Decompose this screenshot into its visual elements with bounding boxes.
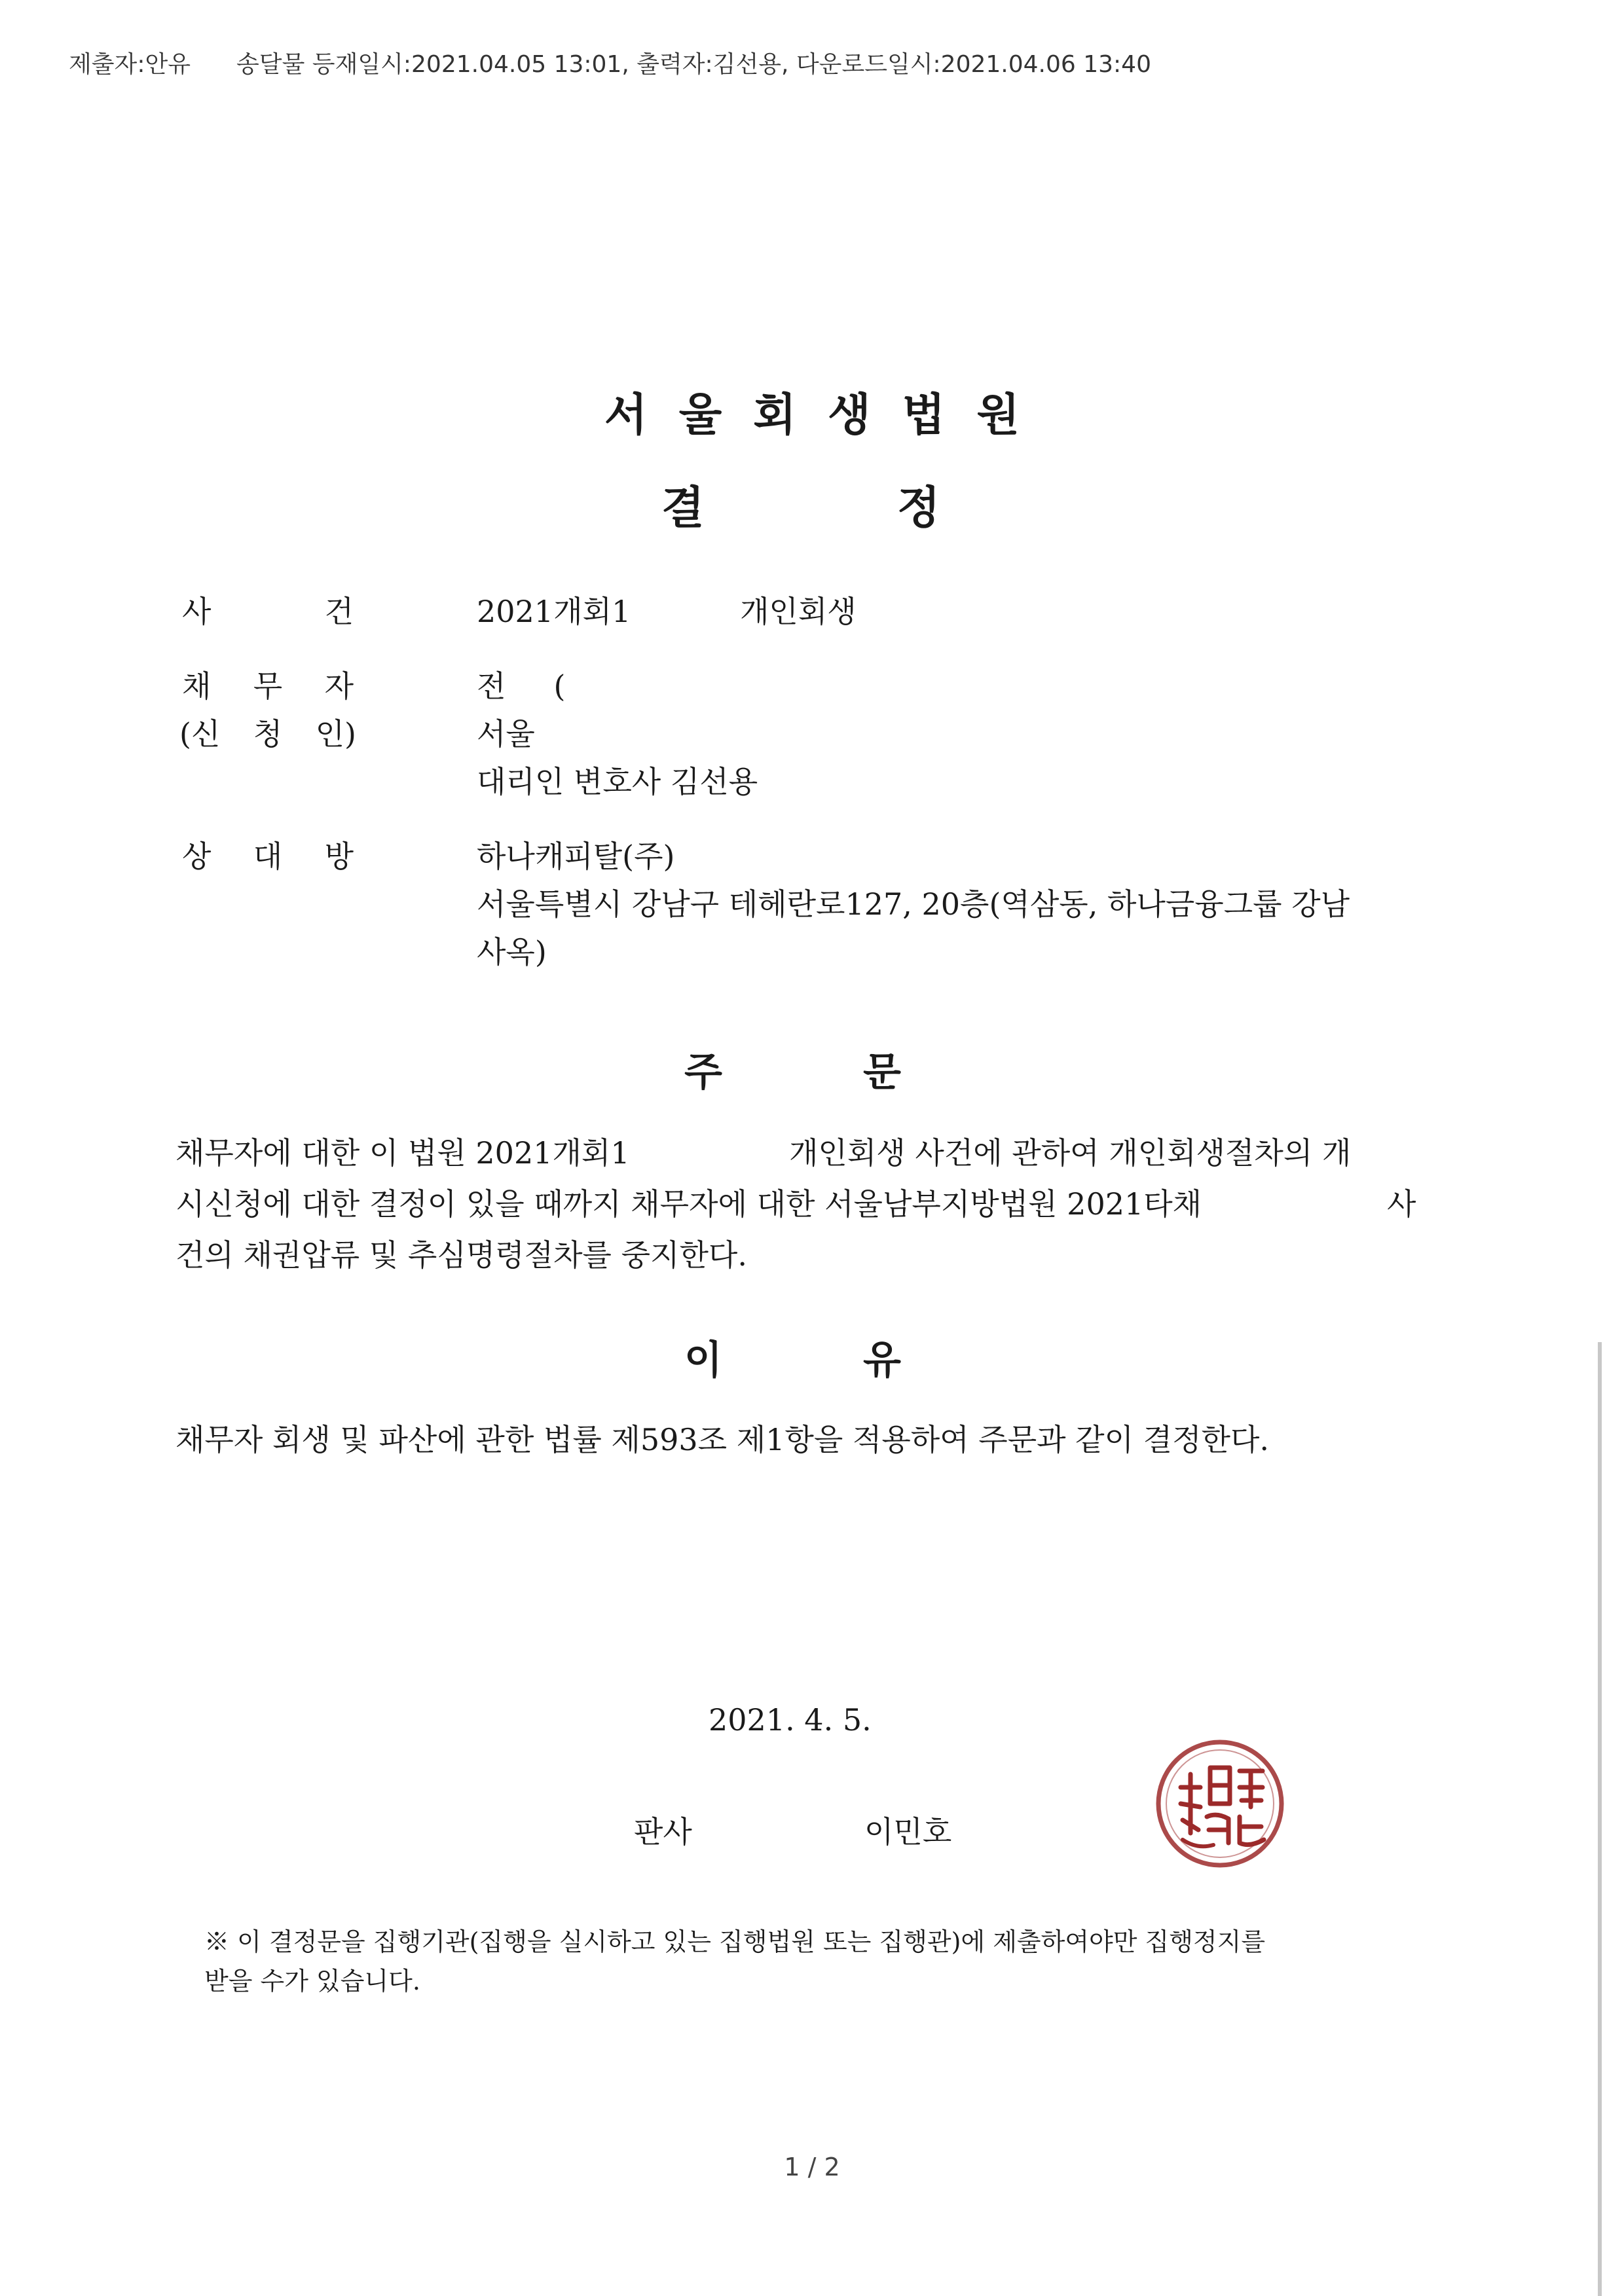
debtor-label-char: 채 [182, 668, 212, 704]
counterparty-label-char: 상 [182, 839, 212, 874]
order-line-3: 건의 채권압류 및 추심명령절차를 중지한다. [175, 1237, 747, 1273]
counterparty-label-char: 대 [253, 839, 283, 874]
doc-type-char-2: 정 [897, 482, 940, 534]
order-heading-char-2: 문 [863, 1049, 901, 1095]
order-line-2a: 시신청에 대한 결정이 있을 때까지 채무자에 대한 서울남부지방법원 2021타채 [175, 1186, 1202, 1222]
counterparty-address-line1: 서울특별시 강남구 테헤란로127, 20층(역삼동, 하나금융그룹 강남 [477, 886, 1350, 922]
order-line-1a: 채무자에 대한 이 법원 2021개회1 [175, 1135, 630, 1171]
applicant-label-char: 청 [253, 716, 283, 752]
case-number: 2021개회1 [477, 594, 631, 629]
case-type: 개인회생 [740, 594, 857, 629]
reason-heading-char-2: 유 [863, 1338, 901, 1383]
submission-header [69, 46, 1151, 79]
debtor-label-char: 자 [324, 668, 354, 704]
case-label-char: 사 [182, 594, 212, 629]
debtor-address: 서울 [477, 716, 535, 752]
counterparty-label [182, 833, 354, 876]
judge-title: 판사 [634, 1814, 692, 1850]
applicant-label-char: (신 [179, 716, 221, 752]
submitter-text: 제출자:안유 [69, 51, 191, 78]
order-line-1b: 개인회생 사건에 관하여 개인회생절차의 개 [789, 1135, 1352, 1171]
reason-heading-char-1: 이 [684, 1338, 722, 1383]
order-heading-char-1: 주 [684, 1049, 722, 1095]
transmission-text: 송달물 등재일시:2021.04.05 13:01, 출력자:김선용, 다운로드일시:2021.04.06 13:40 [236, 51, 1151, 78]
seal-graphic [1151, 1735, 1289, 1872]
debtor-name: 전 ( [477, 668, 566, 704]
page-number: 1 / 2 [784, 2153, 840, 2181]
counterparty-name: 하나캐피탈(주) [477, 839, 675, 874]
case-label [182, 588, 354, 631]
execution-notice-line1: ※ 이 결정문을 집행기관(집행을 실시하고 있는 집행법원 또는 집행관)에 제출하여야만 집행정지를 [204, 1927, 1266, 1956]
debtor-agent: 대리인 변호사 김선용 [477, 764, 758, 799]
judge-seal-stamp [1151, 1735, 1289, 1872]
decision-date: 2021. 4. 5. [709, 1702, 872, 1738]
judge-name: 이민호 [864, 1814, 952, 1850]
counterparty-address-line2: 사옥) [477, 934, 547, 970]
applicant-label [179, 710, 356, 754]
debtor-label [182, 663, 354, 706]
reason-text: 채무자 회생 및 파산에 관한 법률 제593조 제1항을 적용하여 주문과 같이 결정한다. [175, 1422, 1270, 1457]
order-line-2b: 사 [1387, 1186, 1416, 1222]
doc-type-char-1: 결 [661, 482, 705, 534]
applicant-label-char: 인) [315, 716, 356, 752]
debtor-label-char: 무 [253, 668, 283, 704]
court-title: 서울회생법원 [604, 389, 1052, 441]
execution-notice-line2: 받을 수가 있습니다. [204, 1967, 420, 1995]
case-label-char: 건 [324, 594, 354, 629]
counterparty-label-char: 방 [324, 839, 354, 874]
